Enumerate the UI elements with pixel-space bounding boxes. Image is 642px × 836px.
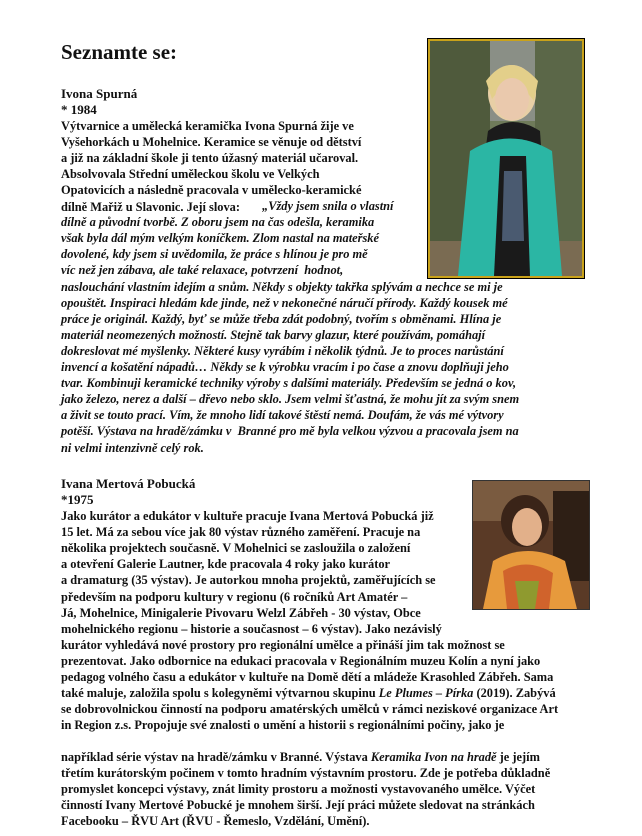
person2-exhibition-line (61, 749, 540, 765)
person2-group-line-text: také maluje, založila spolu s kolegyněmi výtvarnou skupinu (61, 686, 379, 700)
person2-bio-line: mohelnického regionu – historie a současnost – 6 výstav). Jako nezávislý (61, 621, 442, 636)
person2-bio-line: a otevření Galerie Lautner, kde pracovala 4 roky jako kurátor (61, 557, 391, 572)
person1-quote-line: jako železo, nerez a další – dřevo nebo sklo. Jsem velmi šťastná, že mohu jít za svým snem (61, 392, 520, 407)
person2-bio-end-line: činností Ivany Mertové Pobucké je mnohem širší. Její práci můžete sledovat na stránkách (61, 798, 535, 813)
person2-bio-line: několika projektech současně. V Mohelnici se zasloužila o založení (61, 541, 411, 556)
person1-born: * 1984 (61, 102, 97, 117)
person2-bio-line: 15 let. Má za sebou více jak 80 výstav různého zaměření. Pracuje na (61, 525, 421, 540)
person2-group-line (61, 685, 556, 701)
person1-quote-line: tvar. Kombinuji keramické techniky výroby s dalšími materiály. Především se jedná o kov, (61, 376, 517, 391)
person2-bio-end-line: třetím kurátorským počinem v tomto hradním výstavním prostoru. Zde je potřeba důkladně (61, 766, 551, 780)
person2-bio-line: kurátor vyhledává nové prostory pro regionální umělce a přináší jim tak možnost se (61, 637, 505, 652)
person1-quote-line: invencí a košatění nápadů… Někdy se k výrobku vracím i po čase a znovu doplňuji jeho (61, 360, 509, 374)
person2-name: Ivana Mertová Pobucká (61, 476, 196, 491)
person1-quote-line: dílně a původní tvorbě. Z oboru jsem na čas odešla, keramika (61, 215, 375, 230)
person1-quote-line: však byla dál mým velkým koníčkem. Zlom nastal na mateřské (61, 231, 379, 246)
portrait-photo-ivana (472, 480, 590, 610)
person1-quote-line: dokreslovat mé myšlenky. Některé kusy vyrábím i několik týdnů. Je to proces narůstání (61, 343, 504, 358)
person1-name: Ivona Spurná (61, 86, 138, 101)
person1-bio-line: Vyšehorkách u Mohelnice. Keramice se věnuje od dětství (61, 135, 362, 150)
exhibition-title: Keramika Ivon na hradě (370, 750, 497, 764)
person2-bio-end-line: promyslet koncepci výstavy, znát limity prostoru a možnosti vystavovaného umělce. Výčet (61, 782, 536, 797)
portrait-photo-ivona (428, 39, 584, 278)
person1-bio-line: Opatovicích a následně pracovala v umělecko-keramické (61, 183, 362, 198)
person1-bio-line: a již na základní škole ji tento úžasný materiál učaroval. (61, 151, 359, 166)
person2-bio-continued-line: se dobrovolnickou činností na podporu amatérských umělců v rámci neziskové organizace Art (61, 702, 559, 716)
group-name: Le Plumes – Pírka (378, 686, 474, 700)
group-year: (2019). Zabývá (473, 686, 556, 700)
person2-bio-end-line: Facebooku – ŘVU Art (ŘVU - Řemeslo, Vzdělání, Umění). (61, 814, 370, 829)
person1-quote-line: naslouchání vlastním idejím a snům. Někdy s objekty takřka splývám a nechce se mi je (61, 279, 503, 294)
person1-quote-line: opouštět. Inspiraci hledám kde jinde, než v nekonečné náručí přírody. Každý kousek mé (61, 295, 508, 310)
person2-born: *1975 (61, 492, 94, 507)
person1-quote-line: a živit se touto prací. Vím, že mnoho lidí takové štěstí nemá. Doufám, že vás mé výtvory (61, 408, 504, 423)
person2-bio-line: Jako kurátor a edukátor v kultuře pracuje Ivana Mertová Pobucká již (61, 509, 434, 523)
person2-bio-line: prezentovat. Jako odbornice na edukaci pracovala v Regionálním muzeu Kolín a nyní jako (61, 653, 541, 668)
exhibition-after: je jejím (496, 750, 540, 764)
person1-quote-line: práce je originál. Každý, byť se může třeba zdát podobný, tvořím s obměnami. Hlína je (61, 311, 502, 326)
person2-bio-line: Já, Mohelnice, Minigalerie Pivovaru Welzl Zábřeh - 30 výstav, Obce (61, 605, 421, 620)
person1-bio-line: dílně Mařiž u Slavonic. Její slova: (61, 199, 244, 214)
person2-bio-line: pedagog volného času a edukátor v kultuře na Domě dětí a mládeže Krasohled Zábřeh. Sama (61, 670, 554, 684)
person1-quote-line: materiál neomezených možností. Stejně tak barvy glazur, které používám, pomáhají (61, 327, 486, 342)
exhibition-line-text: například série výstav na hradě/zámku v Branné. Výstava (61, 750, 371, 764)
person1-quote-line: ni velmi intenzivně celý rok. (61, 440, 204, 455)
person1-bio-line: Výtvarnice a umělecká keramička Ivona Spurná žije ve (61, 119, 354, 133)
person1-quote-line: víc než jen zábava, ale také relaxace, potvrzení hodnot, (61, 263, 344, 278)
person1-quote-line: dovolené, kdy jsem si uvědomila, že práce s hlínou je pro mě (61, 247, 368, 262)
person1-quote-start: „Vždy jsem snila o vlastní (262, 199, 394, 213)
person2-bio-continued-line: in Region z.s. Propojuje své znalosti o umění a historii s regionálními počiny, jako je (61, 718, 505, 733)
page-title: Seznamte se: (61, 40, 178, 64)
person1-bio-line: Absolvovala Střední uměleckou školu ve Velkých (61, 167, 320, 182)
person1-quote-line: potěší. Výstava na hradě/zámku v Branné pro mě byla velkou výzvou a pracovala jsem na (61, 424, 519, 439)
person2-bio-line: a dramaturg (35 výstav). Je autorkou mnoha projektů, zaměřujících se (61, 573, 436, 588)
person2-bio-line: především na podporu kultury v regionu (6 ročníků Art Amatér – (61, 589, 408, 604)
